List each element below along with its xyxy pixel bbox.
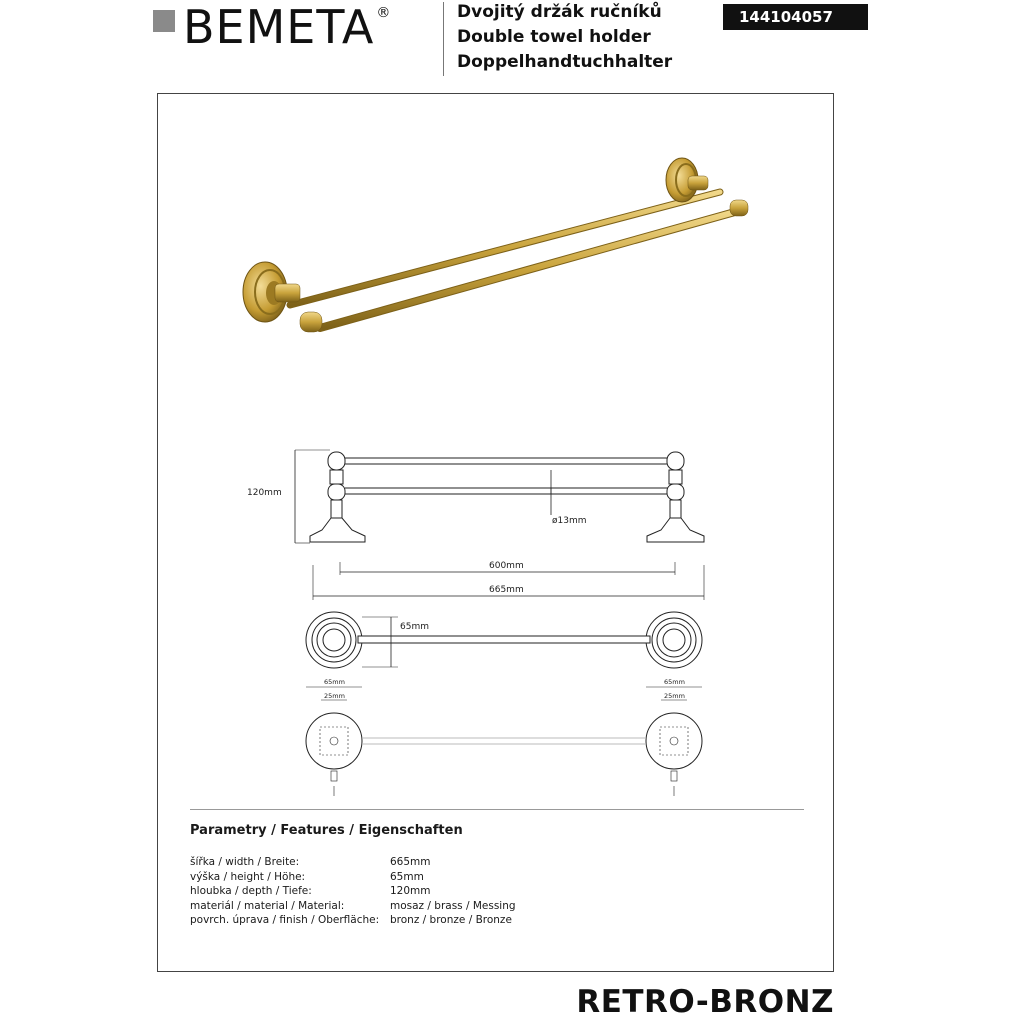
spec-row	[190, 855, 516, 870]
features-divider	[190, 809, 804, 810]
mounting-view	[306, 713, 702, 796]
title-german: Doppelhandtuchhalter	[457, 52, 673, 72]
towel-bar-front	[320, 210, 742, 328]
spec-key: šířka / width / Breite:	[190, 856, 300, 868]
towel-bar-rear	[290, 192, 720, 305]
left-hole-label: 25mm	[324, 692, 345, 700]
right-hole-label: 25mm	[664, 692, 685, 700]
brand-name: BEMETA	[183, 0, 375, 54]
spec-value: 65mm	[390, 870, 424, 883]
right-base-label: 65mm	[664, 678, 685, 686]
logo-square-mark	[153, 10, 175, 32]
spec-row	[190, 870, 516, 885]
spec-value: 665mm	[390, 856, 431, 868]
features-title: Parametry / Features / Eigenschaften	[190, 823, 463, 838]
spec-key: výška / height / Höhe:	[190, 870, 306, 883]
depth-label: 65mm	[400, 622, 429, 632]
title-english: Double towel holder	[457, 27, 651, 47]
inner-length-label: 600mm	[489, 561, 524, 571]
spec-row	[190, 913, 516, 928]
spec-value: mosaz / brass / Messing	[390, 899, 516, 912]
header-divider	[443, 2, 444, 76]
spec-row	[190, 884, 516, 899]
right-wall-rose	[666, 158, 748, 216]
technical-drawing	[230, 430, 760, 800]
spec-row	[190, 899, 516, 914]
features-table	[190, 855, 516, 928]
outer-length-label: 665mm	[489, 585, 524, 595]
spec-key: povrch. úprava / finish / Oberfläche:	[190, 914, 380, 926]
brand-logo	[153, 0, 391, 54]
product-titles	[457, 0, 672, 75]
top-view	[306, 612, 702, 668]
product-code-badge: 144104057	[723, 4, 868, 30]
diameter-label: ø13mm	[552, 516, 587, 526]
title-czech: Dvojitý držák ručníků	[457, 2, 662, 22]
spec-value: 120mm	[390, 885, 431, 897]
spec-key: hloubka / depth / Tiefe:	[190, 885, 312, 897]
front-view	[310, 452, 704, 542]
spec-key: materiál / material / Material:	[190, 899, 345, 912]
registered-mark: ®	[376, 5, 391, 21]
left-base-label: 65mm	[324, 678, 345, 686]
product-photo	[230, 150, 760, 350]
spec-value: bronz / bronze / Bronze	[390, 914, 512, 926]
height-dimension-label: 120mm	[247, 488, 282, 498]
product-line-name: RETRO-BRONZ	[576, 984, 834, 1020]
